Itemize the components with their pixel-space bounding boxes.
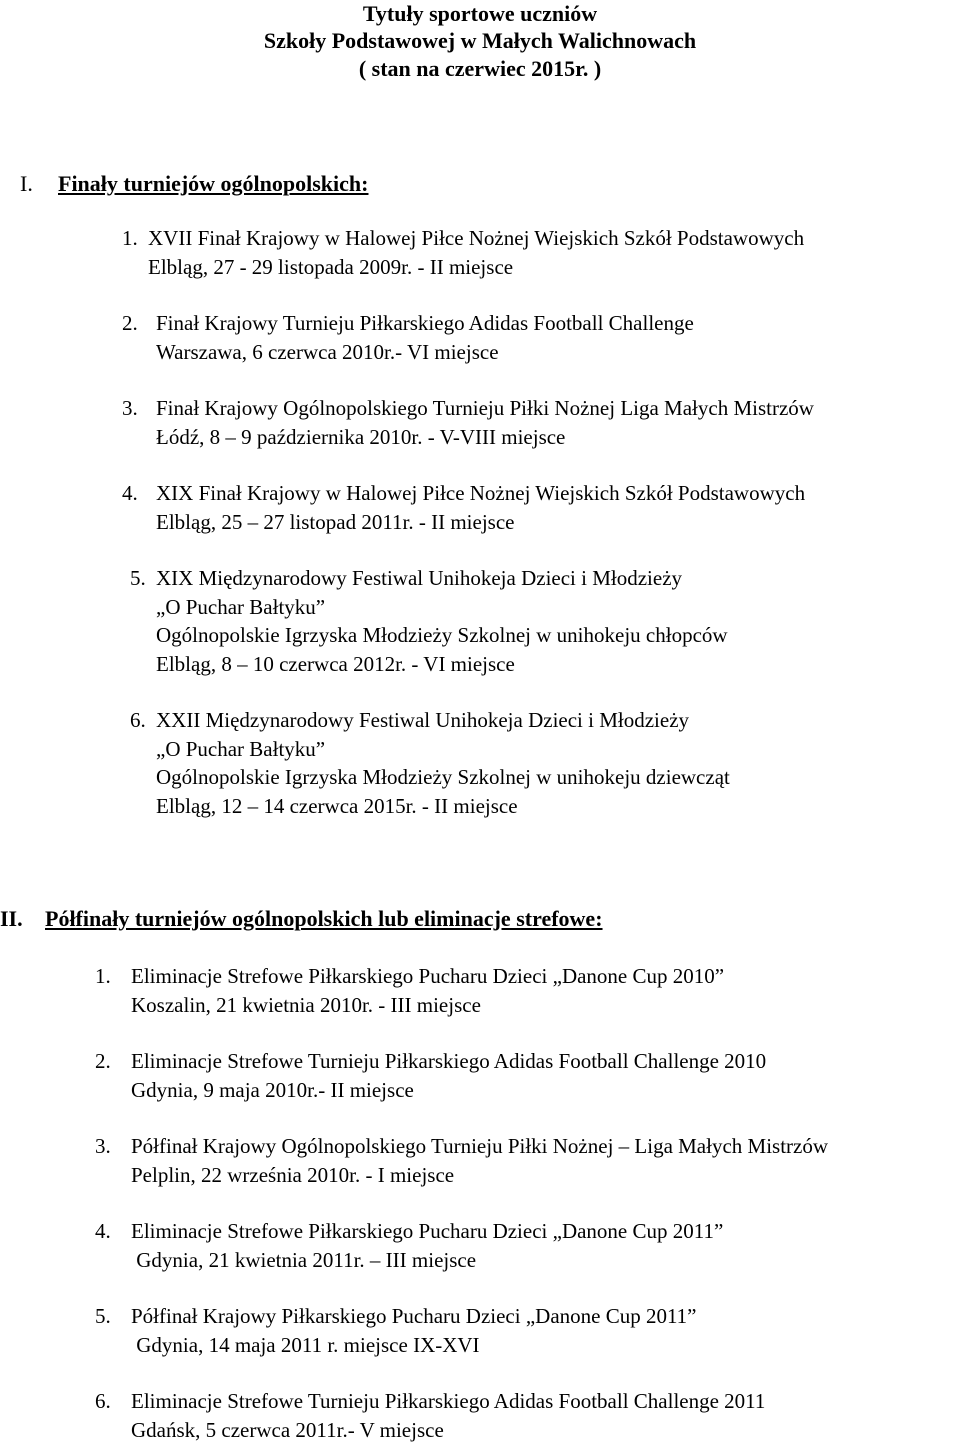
item-line: XVII Finał Krajowy w Halowej Piłce Nożnej Wiejskich Szkół Podstawowych (148, 226, 805, 250)
item-number: 4. (95, 1219, 111, 1243)
item-number: 1. (95, 964, 111, 988)
item-line: Gdańsk, 5 czerwca 2011r.- V miejsce (131, 1418, 444, 1442)
item-number: 3. (95, 1134, 111, 1158)
item-number: 2. (122, 311, 138, 335)
item-line: Ogólnopolskie Igrzyska Młodzieży Szkolnej w unihokeju chłopców (156, 623, 728, 647)
item-line: XIX Finał Krajowy w Halowej Piłce Nożnej Wiejskich Szkół Podstawowych (156, 481, 806, 505)
item-number: 3. (122, 396, 138, 420)
item-number: 1. (122, 226, 138, 250)
document-title-line-3: ( stan na czerwiec 2015r. ) (358, 56, 602, 81)
item-line: Elbląg, 8 – 10 czerwca 2012r. - VI miejsce (156, 652, 515, 676)
section-2-heading (0, 905, 603, 933)
item-line: Eliminacje Strefowe Piłkarskiego Pucharu Dzieci „Danone Cup 2010” (131, 964, 725, 988)
item-line: Gdynia, 21 kwietnia 2011r. – III miejsce (131, 1248, 477, 1272)
item-line: Gdynia, 9 maja 2010r.- II miejsce (131, 1078, 414, 1102)
item-line: Łódź, 8 – 9 października 2010r. - V-VIII miejsce (156, 425, 566, 449)
item-line: Finał Krajowy Ogólnopolskiego Turnieju Piłki Nożnej Liga Małych Mistrzów (156, 396, 814, 420)
document-title-line-2: Szkoły Podstawowej w Małych Walichnowach (263, 28, 697, 53)
item-line: Elbląg, 12 – 14 czerwca 2015r. - II miejsce (156, 794, 518, 818)
section-1-title: Finały turniejów ogólnopolskich: (58, 171, 369, 196)
item-number: 2. (95, 1049, 111, 1073)
item-line: Finał Krajowy Turnieju Piłkarskiego Adidas Football Challenge (156, 311, 694, 335)
item-number: 5. (95, 1304, 111, 1328)
section-1-heading (20, 170, 368, 198)
item-number: 6. (95, 1389, 111, 1413)
item-line: Ogólnopolskie Igrzyska Młodzieży Szkolnej w unihokeju dziewcząt (156, 765, 730, 789)
item-line: „O Puchar Bałtyku” (156, 595, 326, 619)
item-line: Elbląg, 27 - 29 listopada 2009r. - II miejsce (148, 255, 514, 279)
document-title-line-1: Tytuły sportowe uczniów (362, 1, 598, 26)
item-line: Koszalin, 21 kwietnia 2010r. - III miejsce (131, 993, 481, 1017)
item-line: Eliminacje Strefowe Turnieju Piłkarskiego Adidas Football Challenge 2010 (131, 1049, 767, 1073)
item-line: XXII Międzynarodowy Festiwal Unihokeja Dzieci i Młodzieży (156, 708, 690, 732)
item-number: 5. (130, 566, 146, 590)
item-line: „O Puchar Bałtyku” (156, 737, 326, 761)
item-line: Warszawa, 6 czerwca 2010r.- VI miejsce (156, 340, 499, 364)
item-number: 6. (130, 708, 146, 732)
item-line: Półfinał Krajowy Ogólnopolskiego Turnieju Piłki Nożnej – Liga Małych Mistrzów (131, 1134, 829, 1158)
item-line: Elbląg, 25 – 27 listopad 2011r. - II miejsce (156, 510, 515, 534)
item-line: Eliminacje Strefowe Turnieju Piłkarskiego Adidas Football Challenge 2011 (131, 1389, 766, 1413)
item-line: Gdynia, 14 maja 2011 r. miejsce IX-XVI (131, 1333, 480, 1357)
item-line: XIX Międzynarodowy Festiwal Unihokeja Dzieci i Młodzieży (156, 566, 683, 590)
section-2-title: Półfinały turniejów ogólnopolskich lub eliminacje strefowe: (45, 906, 603, 931)
section-1-roman: I. (20, 171, 33, 196)
item-line: Pelplin, 22 września 2010r. - I miejsce (131, 1163, 455, 1187)
section-2-roman: II. (0, 906, 23, 931)
item-line: Eliminacje Strefowe Piłkarskiego Pucharu Dzieci „Danone Cup 2011” (131, 1219, 724, 1243)
item-line: Półfinał Krajowy Piłkarskiego Pucharu Dzieci „Danone Cup 2011” (131, 1304, 697, 1328)
item-number: 4. (122, 481, 138, 505)
